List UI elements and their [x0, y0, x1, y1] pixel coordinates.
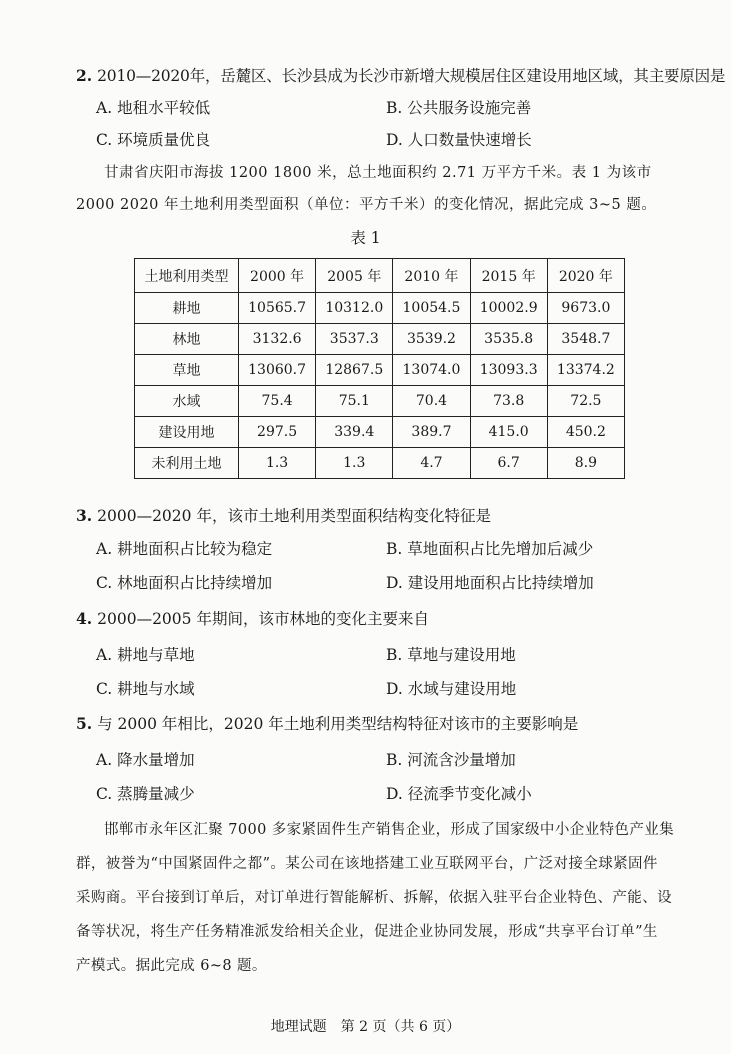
table-cell: 13074.0 — [393, 355, 470, 386]
q5-option-a: A. 降水量增加 — [96, 751, 195, 769]
question-4-stem — [76, 609, 429, 629]
table-cell: 415.0 — [470, 417, 547, 448]
question-5-stem — [76, 714, 578, 734]
table-cell: 6.7 — [470, 448, 547, 479]
table-cell: 450.2 — [547, 417, 624, 448]
q3-option-b: B. 草地面积占比先增加后减少 — [386, 540, 594, 558]
table-cell: 3548.7 — [547, 324, 624, 355]
table-cell: 水域 — [135, 386, 239, 417]
table-cell: 建设用地 — [135, 417, 239, 448]
table-cell: 13374.2 — [547, 355, 624, 386]
table-header-cell: 2010 年 — [393, 259, 470, 293]
q4-option-b: B. 草地与建设用地 — [386, 646, 516, 664]
intro-3-5-line-2: 2000 2020 年土地利用类型面积（单位：平方千米）的变化情况，据此完成 3~5 题。 — [76, 197, 657, 213]
page-footer: 地理试题 第 2 页（共 6 页） — [270, 1019, 461, 1035]
table-cell: 75.1 — [316, 386, 393, 417]
q3-option-a: A. 耕地面积占比较为稳定 — [96, 540, 273, 558]
intro-6-8-line-4: 备等状况，将生产任务精准派发给相关企业，促进企业协同发展，形成“共享平台订单”生 — [76, 924, 658, 940]
table-cell: 3132.6 — [239, 324, 316, 355]
question-3-number: 3. — [76, 506, 93, 525]
table-cell: 10565.7 — [239, 293, 316, 324]
question-2-stem — [76, 66, 725, 86]
table-cell: 9673.0 — [547, 293, 624, 324]
table-cell: 3537.3 — [316, 324, 393, 355]
q2-option-d: D. 人口数量快速增长 — [386, 131, 532, 149]
table-cell: 1.3 — [239, 448, 316, 479]
q2-option-a: A. 地租水平较低 — [96, 99, 211, 117]
table-cell: 4.7 — [393, 448, 470, 479]
table-cell: 389.7 — [393, 417, 470, 448]
intro-6-8-line-2: 群，被誉为“中国紧固件之都”。某公司在该地搭建工业互联网平台，广泛对接全球紧固件 — [76, 856, 658, 872]
q4-option-d: D. 水域与建设用地 — [386, 680, 517, 698]
table-header-cell: 2005 年 — [316, 259, 393, 293]
table-cell: 3535.8 — [470, 324, 547, 355]
table-row — [135, 293, 625, 324]
intro-6-8-line-5: 产模式。据此完成 6~8 题。 — [76, 958, 267, 974]
table-caption: 表 1 — [350, 229, 381, 247]
question-4-number: 4. — [76, 609, 93, 628]
q4-option-c: C. 耕地与水域 — [96, 680, 195, 698]
table-cell: 70.4 — [393, 386, 470, 417]
table-cell: 297.5 — [239, 417, 316, 448]
table-cell: 耕地 — [135, 293, 239, 324]
table-cell: 13060.7 — [239, 355, 316, 386]
table-row — [135, 355, 625, 386]
table-header-cell: 土地利用类型 — [135, 259, 239, 293]
table-cell: 10312.0 — [316, 293, 393, 324]
table-cell: 13093.3 — [470, 355, 547, 386]
table-cell: 1.3 — [316, 448, 393, 479]
question-4-text: 2000—2005 年期间，该市林地的变化主要来自 — [97, 610, 429, 628]
q3-option-c: C. 林地面积占比持续增加 — [96, 574, 273, 592]
table-cell: 未利用土地 — [135, 448, 239, 479]
table-row — [135, 448, 625, 479]
table-cell: 73.8 — [470, 386, 547, 417]
q2-option-b: B. 公共服务设施完善 — [386, 99, 532, 117]
question-3-text: 2000—2020 年，该市土地利用类型面积结构变化特征是 — [97, 507, 491, 525]
question-3-stem — [76, 506, 491, 526]
intro-6-8-line-3: 采购商。平台接到订单后，对订单进行智能解析、拆解，依据入驻平台企业特色、产能、设 — [76, 890, 672, 906]
q4-option-a: A. 耕地与草地 — [96, 646, 195, 664]
table-cell: 339.4 — [316, 417, 393, 448]
table-cell: 3539.2 — [393, 324, 470, 355]
table-cell: 75.4 — [239, 386, 316, 417]
table-row — [135, 324, 625, 355]
table-cell: 林地 — [135, 324, 239, 355]
table-cell: 10002.9 — [470, 293, 547, 324]
q5-option-b: B. 河流含沙量增加 — [386, 751, 516, 769]
table-row — [135, 417, 625, 448]
table-row — [135, 386, 625, 417]
question-2-number: 2. — [76, 66, 93, 85]
question-5-text: 与 2000 年相比，2020 年土地利用类型结构特征对该市的主要影响是 — [97, 715, 579, 733]
question-5-number: 5. — [76, 714, 93, 733]
q5-option-c: C. 蒸腾量减少 — [96, 785, 195, 803]
q5-option-d: D. 径流季节变化减小 — [386, 785, 532, 803]
table-cell: 10054.5 — [393, 293, 470, 324]
q3-option-d: D. 建设用地面积占比持续增加 — [386, 574, 594, 592]
table-cell: 8.9 — [547, 448, 624, 479]
question-2-text: 2010—2020年，岳麓区、长沙县成为长沙市新增大规模居住区建设用地区域，其主要原因是 — [97, 67, 726, 85]
intro-3-5-line-1: 甘肃省庆阳市海拔 1200 1800 米，总土地面积约 2.71 万平方千米。表 1 为该市 — [104, 165, 652, 181]
table-header-cell: 2015 年 — [470, 259, 547, 293]
intro-6-8-line-1: 邯郸市永年区汇聚 7000 多家紧固件生产销售企业，形成了国家级中小企业特色产业集 — [104, 822, 675, 838]
table-header-cell: 2020 年 — [547, 259, 624, 293]
table-cell: 12867.5 — [316, 355, 393, 386]
table-cell: 72.5 — [547, 386, 624, 417]
table-header-cell: 2000 年 — [239, 259, 316, 293]
q2-option-c: C. 环境质量优良 — [96, 131, 211, 149]
table-cell: 草地 — [135, 355, 239, 386]
land-use-table — [134, 258, 625, 479]
table-header-row — [135, 259, 625, 293]
